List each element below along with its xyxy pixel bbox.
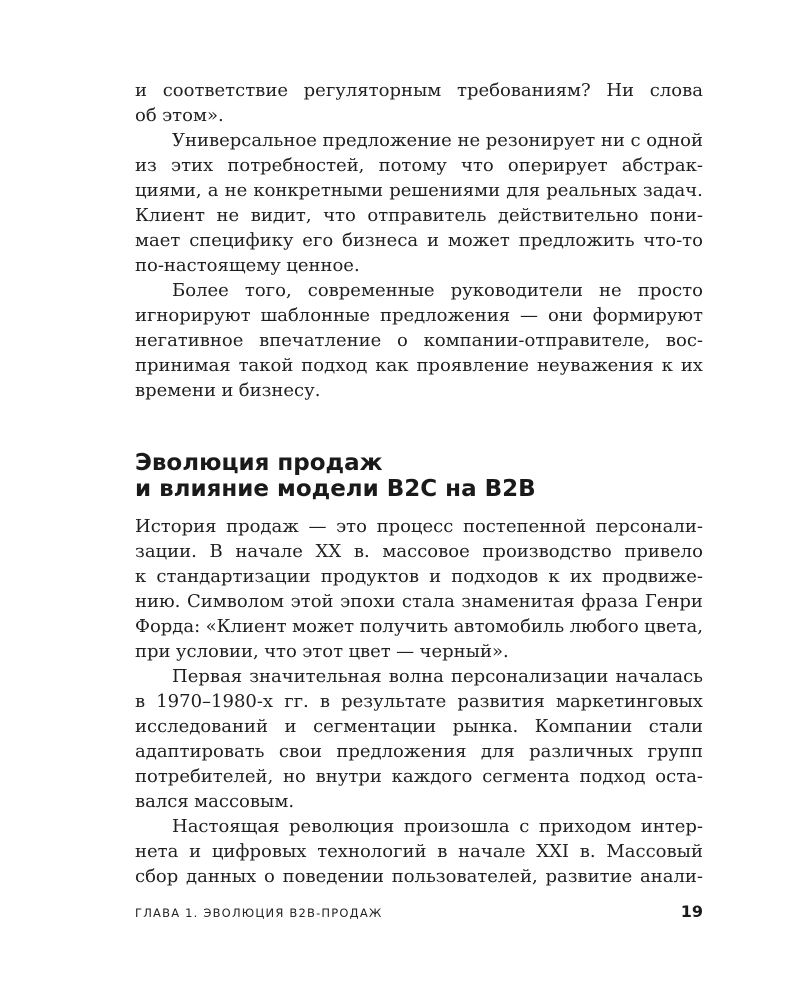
text-line: Настоящая революция произошла с приходом интер- <box>172 816 703 837</box>
text-line: в 1970–1980-х гг. в результате развития маркетинговых <box>135 691 703 712</box>
section-heading-line-1: Эволюция продаж <box>135 450 383 476</box>
text-line: Первая значительная волна персонализации началась <box>172 666 703 687</box>
text-line: вался массовым. <box>135 791 295 812</box>
text-line: негативное впечатление о компании-отправителе, вос- <box>135 330 703 351</box>
text-line: нета и цифровых технологий в начале XXI в. Массовый <box>135 841 703 862</box>
text-line: исследований и сегментации рынка. Компании стали <box>135 716 703 737</box>
text-line: Форда: «Клиент может получить автомобиль любого цвета, <box>135 616 703 637</box>
body-text-before-heading <box>135 78 703 403</box>
text-line: потребителей, но внутри каждого сегмента подход оста- <box>135 766 703 787</box>
section-heading <box>135 450 703 502</box>
text-line: сбор данных о поведении пользователей, развитие анали- <box>135 866 703 887</box>
text-line: принимая такой подход как проявление неуважения к их <box>135 355 703 376</box>
text-line: игнорируют шаблонные предложения — они формируют <box>135 305 703 326</box>
text-line: Более того, современные руководители не просто <box>172 280 703 301</box>
text-line: мает специфику его бизнеса и может предложить что-то <box>135 230 703 251</box>
text-line: циями, а не конкретными решениями для реальных задач. <box>135 180 703 201</box>
text-line: адаптировать свои предложения для различных групп <box>135 741 703 762</box>
text-line: зации. В начале XX в. массовое производство привело <box>135 541 703 562</box>
text-line: нию. Символом этой эпохи стала знаменитая фраза Генри <box>135 591 703 612</box>
text-line: Универсальное предложение не резонирует ни с одной <box>172 130 703 151</box>
body-text-after-heading <box>135 514 703 889</box>
text-line: при условии, что этот цвет — черный». <box>135 641 509 662</box>
page-footer <box>135 902 703 921</box>
section-heading-line-2: и влияние модели B2C на B2B <box>135 476 536 502</box>
text-line: Клиент не видит, что отправитель действительно пони- <box>135 205 703 226</box>
text-line: по-настоящему ценное. <box>135 255 360 276</box>
book-page-body <box>135 78 703 889</box>
text-line: об этом». <box>135 105 224 126</box>
text-line: времени и бизнесу. <box>135 380 321 401</box>
running-head: ГЛАВА 1. ЭВОЛЮЦИЯ B2B-ПРОДАЖ <box>135 906 383 920</box>
text-line: История продаж — это процесс постепенной персонали- <box>135 516 703 537</box>
text-line: из этих потребностей, потому что оперирует абстрак- <box>135 155 703 176</box>
page-number: 19 <box>680 902 703 921</box>
text-line: и соответствие регуляторным требованиям? Ни слова <box>135 80 703 101</box>
text-line: к стандартизации продуктов и подходов к их продвиже- <box>135 566 703 587</box>
